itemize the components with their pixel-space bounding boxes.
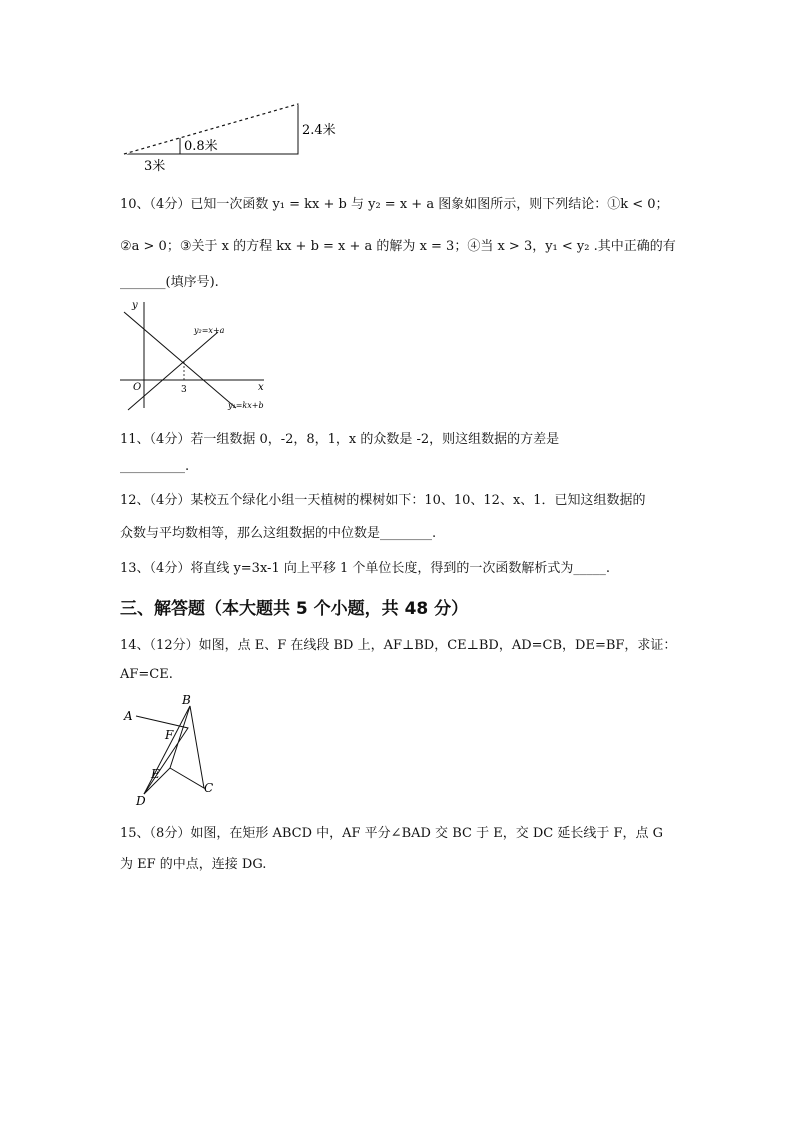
- point-A: A: [124, 709, 133, 723]
- graph-axis-y: y: [132, 300, 138, 311]
- point-D: D: [136, 794, 146, 808]
- point-F: F: [165, 728, 174, 742]
- q15-line-1: 15、（8分）如图，在矩形 ABCD 中，AF 平分∠BAD 交 BC 于 E，交 DC 延长线于 F，点 G: [120, 826, 663, 841]
- q12-line-2: 众数与平均数相等，那么这组数据的中位数是________.: [120, 526, 437, 541]
- q12-line-1: 12、（4分）某校五个绿化小组一天植树的棵树如下：10、10、12、x、1．已知这组数据的: [120, 493, 646, 508]
- quadrilateral-figure: [118, 692, 228, 810]
- graph-label-y1: y₁=kx+b: [228, 401, 264, 410]
- graph-tick-3: 3: [181, 385, 187, 395]
- ramp-height-label: 2.4米: [302, 123, 336, 138]
- q14-line-1: 14、（12分）如图，点 E、F 在线段 BD 上，AF⊥BD，CE⊥BD，AD=CB，DE=BF，求证：: [120, 638, 677, 653]
- ramp-base-label: 3米: [144, 159, 166, 174]
- point-E: E: [151, 767, 160, 781]
- q11-line-1: 11、（4分）若一组数据 0，-2，8，1，x 的众数是 -2，则这组数据的方差是: [120, 432, 560, 447]
- ramp-figure: [118, 98, 348, 178]
- graph-label-y2: y₂=x+a: [194, 326, 225, 335]
- linear-functions-graph: [118, 296, 278, 414]
- point-B: B: [182, 693, 191, 707]
- q10-line-2: ②a > 0；③关于 x 的方程 kx + b = x + a 的解为 x = 3；④当 x > 3，y₁ < y₂ .其中正确的有: [120, 239, 676, 254]
- ramp-mid-label: 0.8米: [184, 139, 218, 154]
- q13-line-1: 13、（4分）将直线 y=3x-1 向上平移 1 个单位长度，得到的一次函数解析式为_____.: [120, 561, 611, 576]
- q10-line-3: _______(填序号).: [120, 275, 219, 290]
- graph-axis-x: x: [258, 382, 264, 393]
- q11-line-2: __________.: [120, 459, 190, 474]
- point-C: C: [204, 781, 214, 795]
- q14-line-2: AF=CE.: [120, 667, 173, 682]
- graph-origin: O: [133, 382, 142, 393]
- section-3-heading: 三、解答题（本大题共 5 个小题，共 48 分）: [120, 599, 469, 619]
- q10-line-1: 10、（4分）已知一次函数 y₁ = kx + b 与 y₂ = x + a 图象如图所示，则下列结论：①k < 0；: [120, 197, 669, 212]
- q15-line-2: 为 EF 的中点，连接 DG.: [120, 857, 267, 872]
